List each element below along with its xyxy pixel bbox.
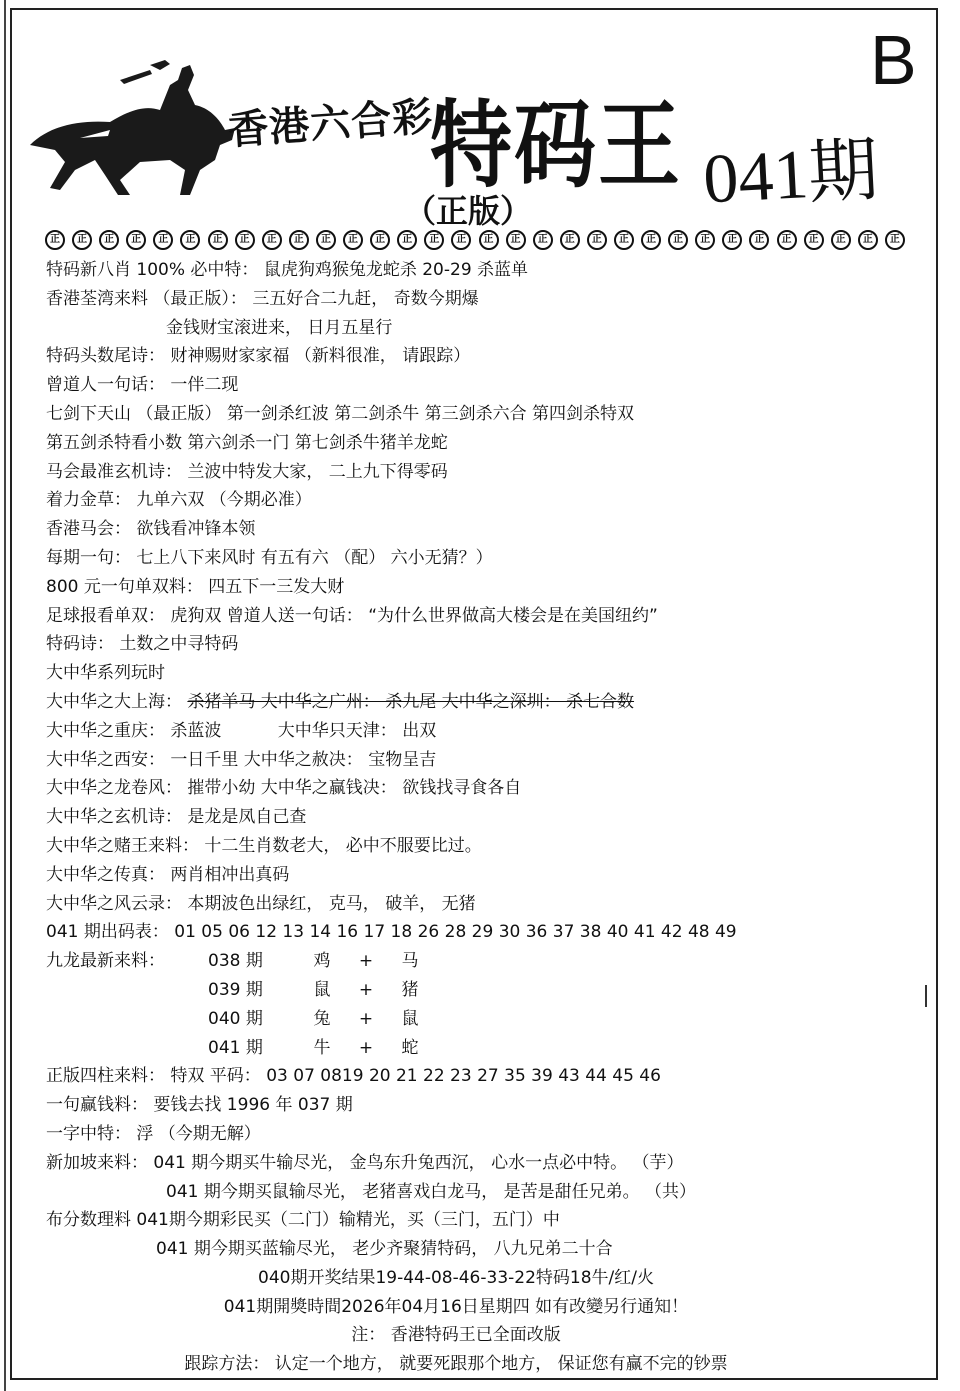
- jiulong-row: [46, 947, 926, 976]
- jiulong-plus: +: [358, 1037, 374, 1058]
- seal-icon: 正: [126, 230, 146, 250]
- line-label: 正版四柱来料：: [46, 1066, 165, 1087]
- jiulong-row: [46, 976, 926, 1005]
- line-label: 大中华系列玩时: [46, 663, 165, 684]
- text-line: [46, 573, 926, 602]
- text-line: [46, 1206, 926, 1235]
- text-line: [46, 1062, 926, 1091]
- line-label: 800 元一句单双料：: [46, 576, 203, 597]
- jiulong-plus: +: [358, 951, 374, 972]
- seal-icon: 正: [831, 230, 851, 250]
- seal-icon: 正: [343, 230, 363, 250]
- text-line: [46, 285, 926, 314]
- line-label: 大中华之西安：: [46, 749, 165, 770]
- line-value: 特双 平码： 03 07 0819 20 21 22 23 27 35 39 43 44 45 46: [170, 1066, 661, 1087]
- seal-icon: 正: [614, 230, 634, 250]
- line-value: 是龙是凤自己查: [187, 807, 307, 828]
- text-line: [46, 1149, 926, 1178]
- line-label: 每期一句：: [46, 547, 131, 568]
- line-value: 要钱去找 1996 年 037 期: [153, 1095, 353, 1116]
- text-line: [46, 630, 926, 659]
- line-label: 香港马会：: [46, 519, 131, 540]
- line-value: 金钱财宝滚进来， 日月五星行: [166, 317, 393, 338]
- text-line: [46, 371, 926, 400]
- line-value: 欲钱看冲锋本领: [136, 519, 256, 540]
- jiulong-a: 兔: [313, 1008, 331, 1029]
- edition-label: （正版）: [404, 192, 533, 230]
- line-label: 一句赢钱料：: [46, 1095, 148, 1116]
- line-label: 一字中特：: [46, 1123, 131, 1144]
- seal-icon: 正: [397, 230, 417, 250]
- text-line: [46, 890, 926, 919]
- text-line: [46, 1350, 926, 1379]
- line-value: 01 05 06 12 13 14 16 17 18 26 28 29 30 36 37 38 40 41 42 48 49: [174, 922, 737, 943]
- text-line: [46, 602, 926, 631]
- line-label: 特码新八肖 100% 必中特：: [46, 260, 259, 280]
- content-lines: [46, 256, 926, 1379]
- text-line: [46, 861, 926, 890]
- line-label: 特码诗：: [46, 634, 114, 655]
- line-label: 大中华之龙卷风：: [46, 778, 182, 799]
- issue-number: 041期: [701, 132, 881, 219]
- seal-icon: 正: [208, 230, 228, 250]
- scratch-mark: [925, 985, 927, 1007]
- jiulong-period: 039 期: [208, 979, 263, 1000]
- jiulong-b: 马: [401, 951, 419, 972]
- text-line: [46, 659, 926, 688]
- jiulong-a: 牛: [313, 1037, 331, 1058]
- line-value: 土数之中寻特码: [119, 634, 239, 655]
- line-value: 两肖相冲出真码: [170, 864, 290, 885]
- text-line: [46, 803, 926, 832]
- text-line: [46, 1293, 926, 1322]
- line-label: 大中华之重庆：: [46, 720, 165, 741]
- jiulong-plus: +: [358, 979, 374, 1000]
- line-value: 十二生肖数老大， 必中不服要比过。: [204, 835, 482, 856]
- line-value: 鼠虎狗鸡猴兔龙蛇杀 20-29 杀蓝单: [263, 260, 529, 280]
- seal-icon: 正: [316, 230, 336, 250]
- line-value: 七上八下来风时 有五有六 （配） 六小无猜？）: [136, 547, 493, 568]
- line-label: 新加坡来料：: [46, 1152, 148, 1173]
- line-label: 曾道人一句话：: [46, 375, 165, 396]
- line-label: 大中华之大上海：: [46, 691, 182, 712]
- text-line: [46, 832, 926, 861]
- line-label: 着力金草：: [46, 490, 131, 511]
- seal-icon: 正: [289, 230, 309, 250]
- seal-icon: 正: [722, 230, 742, 250]
- text-line: [46, 1178, 926, 1207]
- seal-icon: 正: [45, 230, 65, 250]
- line-label: 大中华之赌王来料：: [46, 835, 199, 856]
- jiulong-period: 038 期: [208, 951, 263, 972]
- seal-icon: 正: [479, 230, 499, 250]
- text-line: [46, 400, 926, 429]
- line-label: 香港荃湾来料 （最正版）：: [46, 288, 247, 309]
- jiulong-b: 蛇: [401, 1037, 419, 1058]
- line-value: 041 期今期买牛输尽光， 金鸟东升兔西沉， 心水一点必中特。 （芋）: [153, 1152, 684, 1173]
- seal-icon: 正: [72, 230, 92, 250]
- seal-icon: 正: [641, 230, 661, 250]
- line-value: 三五好合二九赶， 奇数今期爆: [252, 288, 479, 309]
- line-value: 一日千里 大中华之赦决： 宝物呈吉: [170, 749, 437, 770]
- seal-icon: 正: [533, 230, 553, 250]
- text-line: [46, 486, 926, 515]
- line-label: 七剑下天山 （最正版）: [46, 403, 222, 424]
- seal-icon: 正: [560, 230, 580, 250]
- text-line: [46, 429, 926, 458]
- seal-icon: 正: [885, 230, 905, 250]
- line-value: 财神赐财家家福 （新料很准， 请跟踪）: [170, 346, 471, 367]
- seal-icon: 正: [858, 230, 878, 250]
- jiulong-b: 猪: [401, 979, 419, 1000]
- seal-icon: 正: [695, 230, 715, 250]
- text-line: [46, 1264, 926, 1293]
- jiulong-row: [46, 1034, 926, 1063]
- line-value: 杀蓝波 大中华只天津： 出双: [170, 720, 437, 741]
- seal-icon: 正: [587, 230, 607, 250]
- text-line: [46, 1321, 926, 1350]
- line-value: 虎狗双 曾道人送一句话： “为什么世界做高大楼会是在美国纽约”: [170, 605, 658, 626]
- text-line: [46, 717, 926, 746]
- text-line: [46, 314, 926, 343]
- text-line: [46, 1235, 926, 1264]
- seal-icon: 正: [262, 230, 282, 250]
- seal-icon: 正: [668, 230, 688, 250]
- jiulong-plus: +: [358, 1008, 374, 1029]
- text-line: [46, 688, 926, 717]
- line-value: 九单六双 （今期必准）: [136, 490, 312, 511]
- seal-icon: 正: [370, 230, 390, 250]
- line-value: 041 期今期买蓝输尽光， 老少齐聚猜特码， 八九兄弟二十合: [156, 1239, 613, 1260]
- line-value: 四五下一三发大财: [208, 576, 345, 597]
- jiulong-b: 鼠: [401, 1008, 419, 1029]
- text-line: [46, 746, 926, 775]
- title-large: 特码王: [430, 90, 683, 202]
- text-line: [46, 256, 926, 285]
- text-line: [46, 1091, 926, 1120]
- line-value: 杀猪羊马 大中华之广州： 杀九尾 大中华之深圳： 杀七合数: [187, 691, 635, 712]
- line-value: 浮 （今期无解）: [136, 1123, 261, 1144]
- line-label: 大中华之风云录：: [46, 893, 182, 914]
- line-label: 足球报看单双：: [46, 605, 165, 626]
- text-line: [46, 515, 926, 544]
- seal-icon: 正: [749, 230, 769, 250]
- line-value: 注： 香港特码王已全面改版: [351, 1325, 561, 1346]
- text-line: [46, 544, 926, 573]
- line-label: 布分数理料: [46, 1210, 131, 1231]
- title-small: 香港六合彩: [226, 92, 435, 155]
- line-value: 041期開獎時間2026年04月16日星期四 如有改變另行通知！: [223, 1296, 689, 1317]
- line-label: 041 期出码表：: [46, 922, 169, 943]
- text-line: [46, 342, 926, 371]
- text-line: [46, 458, 926, 487]
- line-label: 特码头数尾诗：: [46, 346, 165, 367]
- line-value: 第一剑杀红波 第二剑杀牛 第三剑杀六合 第四剑杀特双: [226, 403, 635, 424]
- line-value: 本期波色出绿红， 克马， 破羊， 无猪: [187, 893, 476, 914]
- jiulong-period: 040 期: [208, 1008, 263, 1029]
- seal-icon: 正: [153, 230, 173, 250]
- seal-icon: 正: [180, 230, 200, 250]
- line-value: 041期今期彩民买（二门）输精光，买（三门，五门）中: [136, 1210, 560, 1231]
- line-value: 跟踪方法： 认定一个地方， 就要死跟那个地方， 保证您有赢不完的钞票: [184, 1354, 728, 1375]
- text-line: [46, 774, 926, 803]
- jiulong-a: 鸡: [313, 951, 331, 972]
- line-value: 一伴二现: [170, 375, 239, 396]
- line-label: 大中华之玄机诗：: [46, 807, 182, 828]
- line-value: 第五剑杀特看小数 第六剑杀一门 第七剑杀牛猪羊龙蛇: [46, 432, 448, 453]
- seal-icon: 正: [506, 230, 526, 250]
- seal-row: [45, 230, 905, 252]
- text-line: [46, 918, 926, 947]
- line-value: 041 期今期买鼠输尽光， 老猪喜戏白龙马， 是苦是甜任兄弟。 （共）: [166, 1181, 697, 1202]
- seal-icon: 正: [424, 230, 444, 250]
- seal-icon: 正: [777, 230, 797, 250]
- line-label: 大中华之传真：: [46, 864, 165, 885]
- seal-icon: 正: [804, 230, 824, 250]
- header: [0, 0, 960, 230]
- corner-letter: B: [870, 21, 917, 99]
- line-value: 兰波中特发大家， 二上九下得零码: [187, 461, 448, 482]
- line-value: 040期开奖结果19-44-08-46-33-22特码18牛/红/火: [258, 1267, 654, 1288]
- line-label: 马会最准玄机诗：: [46, 461, 182, 482]
- line-value: 摧带小幼 大中华之赢钱决： 欲钱找寻食各自: [187, 778, 522, 799]
- seal-icon: 正: [451, 230, 471, 250]
- text-line: [46, 1120, 926, 1149]
- seal-icon: 正: [99, 230, 119, 250]
- horse-rider-logo: [20, 50, 250, 200]
- jiulong-row: [46, 1005, 926, 1034]
- jiulong-label: 九龙最新来料：: [46, 951, 165, 972]
- seal-icon: 正: [235, 230, 255, 250]
- jiulong-period: 041 期: [208, 1037, 263, 1058]
- jiulong-a: 鼠: [313, 979, 331, 1000]
